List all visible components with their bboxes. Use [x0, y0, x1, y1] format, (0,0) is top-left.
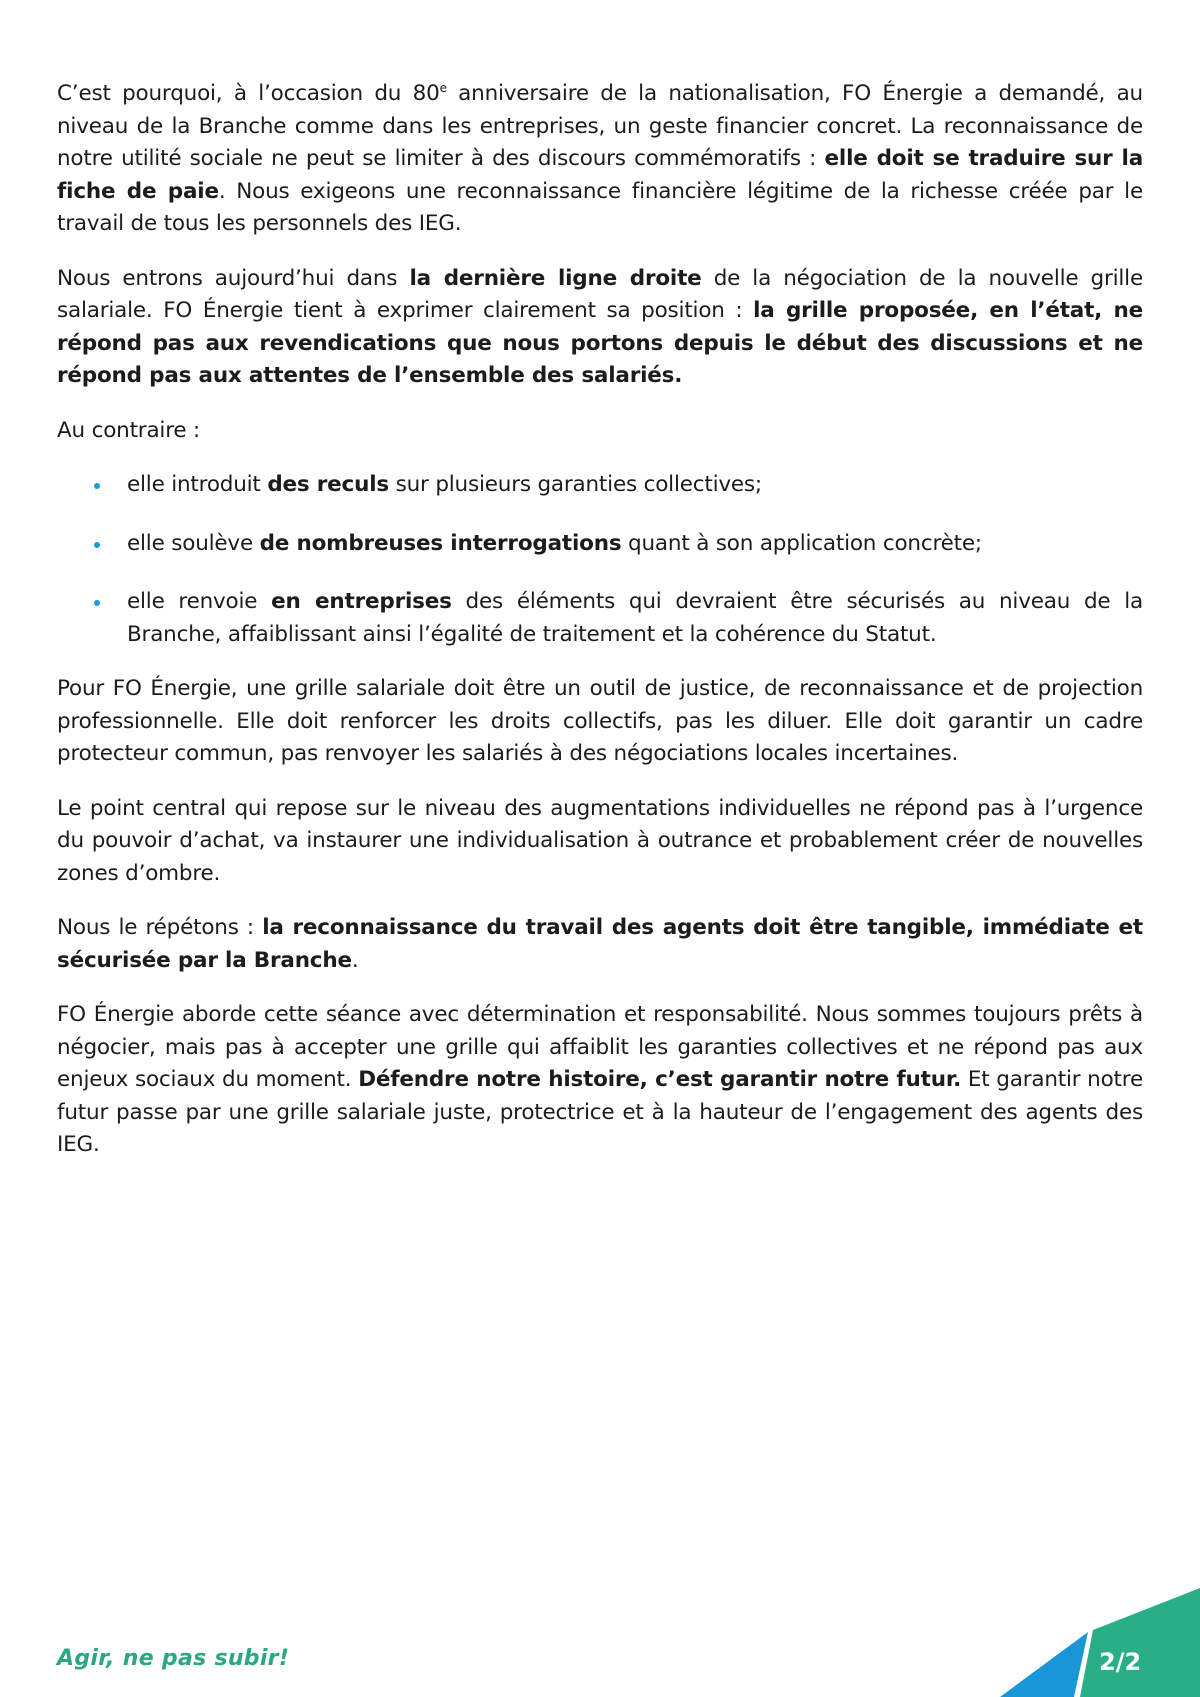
text-segment: . [351, 947, 359, 973]
paragraph-p4 [57, 673, 1143, 771]
paragraph-p7 [57, 999, 1143, 1162]
text-segment: quant à son application concrète; [621, 530, 982, 556]
bold-text: en entreprises [271, 589, 452, 614]
text-segment: Pour FO Énergie, une grille salariale doit être un outil de justice, de reconnaissance et de projection professionnelle. Elle doit renforcer les droits collectifs, pas les diluer. Elle doit garantir un cadre protecteur commun, pas renvoyer les salariés à des négociations locales incertaines. [57, 676, 1143, 766]
text-segment: Le point central qui repose sur le niveau des augmentations individuelles ne répond pas à l’urgence du pouvoir d’achat, va instaurer une individualisation à outrance et probablement créer de nouvelles zones d’ombre. [57, 795, 1143, 886]
corner-blue-triangle [1000, 1632, 1088, 1697]
text-segment: des éléments qui devraient être sécurisés au niveau de la Branche, affaiblissant ainsi l’égalité de traitement et la cohérence du Statut. [127, 589, 1143, 647]
bold-text: elle doit se traduire sur la fiche de paie [57, 146, 1143, 204]
paragraph-p2 [57, 263, 1143, 393]
text-segment: de la négociation de la nouvelle grille salariale. FO Énergie tient à exprimer clairement sa position : [57, 265, 1143, 323]
text-segment: C’est pourquoi, à l’occasion du 80 [57, 81, 440, 106]
corner-decoration-shape [1000, 1580, 1200, 1697]
paragraph-p5 [57, 793, 1143, 891]
text-segment: Nous le répétons : [57, 915, 263, 940]
text-segment: sur plusieurs garanties collectives; [388, 472, 762, 497]
text-segment: elle introduit [127, 472, 268, 497]
text-segment: anniversaire de la nationalisation, FO Énergie a demandé, au niveau de la Branche comme dans les entreprises, un geste financier concret. La reconnaissance de notre utilité sociale ne peut se limiter à des discours commémoratifs : [57, 81, 1143, 171]
text-segment: . Nous exigeons une reconnaissance financière légitime de la richesse créée par le travail de tous les personnels des IEG. [57, 178, 1143, 236]
paragraph-p3 [57, 415, 1143, 448]
paragraphs-after-list [57, 673, 1143, 1162]
bullet-list [57, 469, 1143, 651]
page-number: 2/2 [1099, 1648, 1142, 1676]
bold-text: de nombreuses interrogations [259, 530, 622, 556]
bullet-dot-icon [94, 600, 100, 606]
corner-green-shape [1080, 1588, 1200, 1697]
bold-text: Défendre notre histoire, c’est garantir notre futur. [358, 1067, 962, 1092]
bold-text: la grille proposée, en l’état, ne répond pas aux revendications que nous portons depuis le début des discussions et ne répond pas aux attentes de l’ensemble des salariés. [57, 298, 1143, 388]
superscript: e [439, 80, 447, 95]
text-segment: Nous entrons aujourd’hui dans [57, 265, 410, 291]
bullet-dot-icon [94, 483, 100, 489]
text-segment: FO Énergie aborde cette séance avec détermination et responsabilité. Nous sommes toujours prêts à négocier, mais pas à accepter une grille qui affaiblit les garanties collectives et ne répond pas aux enjeux sociaux du moment. [57, 1002, 1143, 1092]
bullet-item [57, 528, 1143, 561]
bold-text: des reculs [267, 472, 389, 497]
bullet-item [57, 586, 1143, 651]
text-segment: elle renvoie [127, 589, 272, 614]
bullet-dot-icon [94, 542, 100, 548]
document-body [57, 78, 1143, 1184]
paragraph-p6 [57, 912, 1143, 977]
bold-text: la reconnaissance du travail des agents doit être tangible, immédiate et sécurisée par la Branche [57, 915, 1143, 973]
bold-text: la dernière ligne droite [409, 265, 702, 291]
text-segment: elle soulève [127, 530, 260, 556]
bullet-item [57, 469, 1143, 502]
text-segment: Au contraire : [57, 417, 201, 443]
text-segment: Et garantir notre futur passe par une grille salariale juste, protectrice et à la hauteur de l’engagement des agents des IEG. [57, 1067, 1143, 1157]
paragraphs-before-list [57, 78, 1143, 447]
paragraph-p1 [57, 78, 1143, 241]
footer-slogan: Agir, ne pas subir! [57, 1646, 290, 1671]
